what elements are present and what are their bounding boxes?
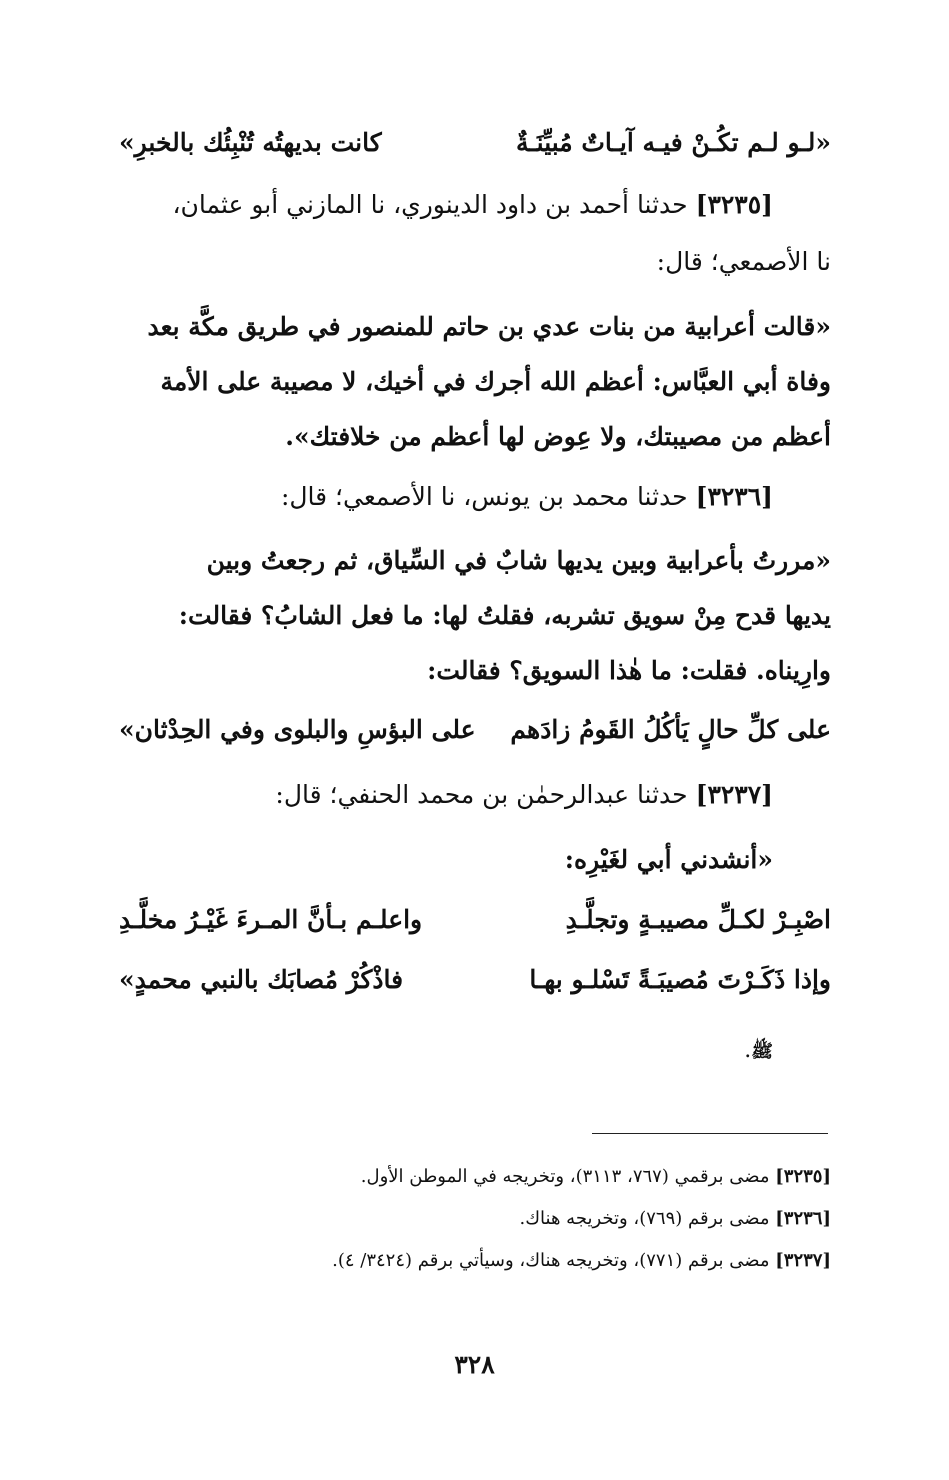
entry-number: [٣٢٣٦]: [695, 482, 773, 511]
entry-3235-isnad-line1: [119, 190, 831, 219]
isnad-text: حدثنا عبدالرحمٰن بن محمد الحنفي؛ قال:: [275, 780, 688, 809]
entry-3236-isnad: [119, 482, 831, 511]
verse-hemistich-first: اصْبِـرْ لكـلِّ مصيبـةٍ وتجلَّـدِ: [565, 905, 831, 934]
verse-hemistich-first: على كلِّ حالٍ يَأكُلُ القَومُ زادَهم: [510, 715, 831, 744]
verse-hemistich-first: وإذا ذَكَـرْتَ مُصيبَـةً تَسْلـو بهـا: [529, 965, 831, 994]
entry-3236-verse: [119, 715, 831, 744]
entry-3235-isnad-line2: نا الأصمعي؛ قال:: [656, 247, 831, 276]
footnote-number: [٣٢٣٧]: [775, 1250, 831, 1271]
footnote-3237: [119, 1250, 831, 1271]
entry-3237-intro: «أنشدني أبي لغَيْرِه:: [564, 845, 773, 874]
entry-3235-text-line1: «قالت أعرابية من بنات عدي بن حاتم للمنصور في طريق مكَّة بعد: [147, 312, 831, 341]
isnad-text: حدثنا محمد بن يونس، نا الأصمعي؛ قال:: [280, 482, 688, 511]
honorific-seal: ﷺ: [751, 1041, 773, 1062]
verse-top: [119, 128, 831, 157]
entry-number: [٣٢٣٥]: [695, 190, 773, 219]
entry-3236-text-line3: وارِيناه. فقلت: ما هٰذا السويق؟ فقالت:: [427, 656, 831, 685]
entry-3235-text-line3: أعظم من مصيبتك، ولا عِوض لها أعظم من خلافتك».: [285, 422, 831, 451]
entry-3237-honorific-line: [119, 1038, 773, 1066]
verse-hemistich-first: «لـو لـم تكُـنْ فيـه آيـاتٌ مُبيِّنَـةٌ: [515, 128, 831, 157]
footnote-text: مضى برقمي (٧٦٧، ٣١١٣)، وتخريجه في الموطن الأول.: [360, 1166, 770, 1187]
end-mark: .: [744, 1038, 752, 1063]
verse-hemistich-second: واعلـم بـأنَّ المـرءَ غَيْـرُ مخلَّـدِ: [119, 905, 423, 934]
entry-3237-verse2: [119, 965, 831, 994]
footnote-text: مضى برقم (٧٦٩)، وتخريجه هناك.: [519, 1208, 770, 1229]
verse-hemistich-second: على البؤسِ والبلوى وفي الحِدْثان»: [119, 715, 476, 744]
entry-3236-text-line1: «مررتُ بأعرابية وبين يديها شابٌ في السِّياق، ثم رجعتُ وبين: [206, 546, 831, 575]
entry-3235-text-line2: وفاة أبي العبَّاس: أعظم الله أجرك في أخيك، لا مصيبة على الأمة: [160, 367, 831, 396]
entry-3236-text-line2: يديها قدح مِنْ سويق تشربه، فقلتُ لها: ما فعل الشابُ؟ فقالت:: [178, 601, 831, 630]
footnote-3235: [119, 1166, 831, 1187]
footnote-3236: [119, 1208, 831, 1229]
entry-3237-verse1: [119, 905, 831, 934]
isnad-text: حدثنا أحمد بن داود الدينوري، نا المازني أبو عثمان،: [172, 190, 688, 219]
verse-hemistich-second: فاذْكُرْ مُصابَك بالنبي محمدٍ»: [119, 965, 404, 994]
entry-3237-isnad: [119, 780, 831, 809]
footnote-number: [٣٢٣٥]: [775, 1166, 831, 1187]
footnote-text: مضى برقم (٧٧١)، وتخريجه هناك، وسيأتي برقم (٣٤٢٤/ ٤).: [332, 1250, 770, 1271]
verse-hemistich-second: كانت بديهتُه تُنْبِئُك بالخبرِ»: [119, 128, 382, 157]
footnote-number: [٣٢٣٦]: [775, 1208, 831, 1229]
entry-number: [٣٢٣٧]: [695, 780, 773, 809]
page-number: ٣٢٨: [454, 1350, 495, 1379]
footnote-separator: [592, 1133, 828, 1134]
